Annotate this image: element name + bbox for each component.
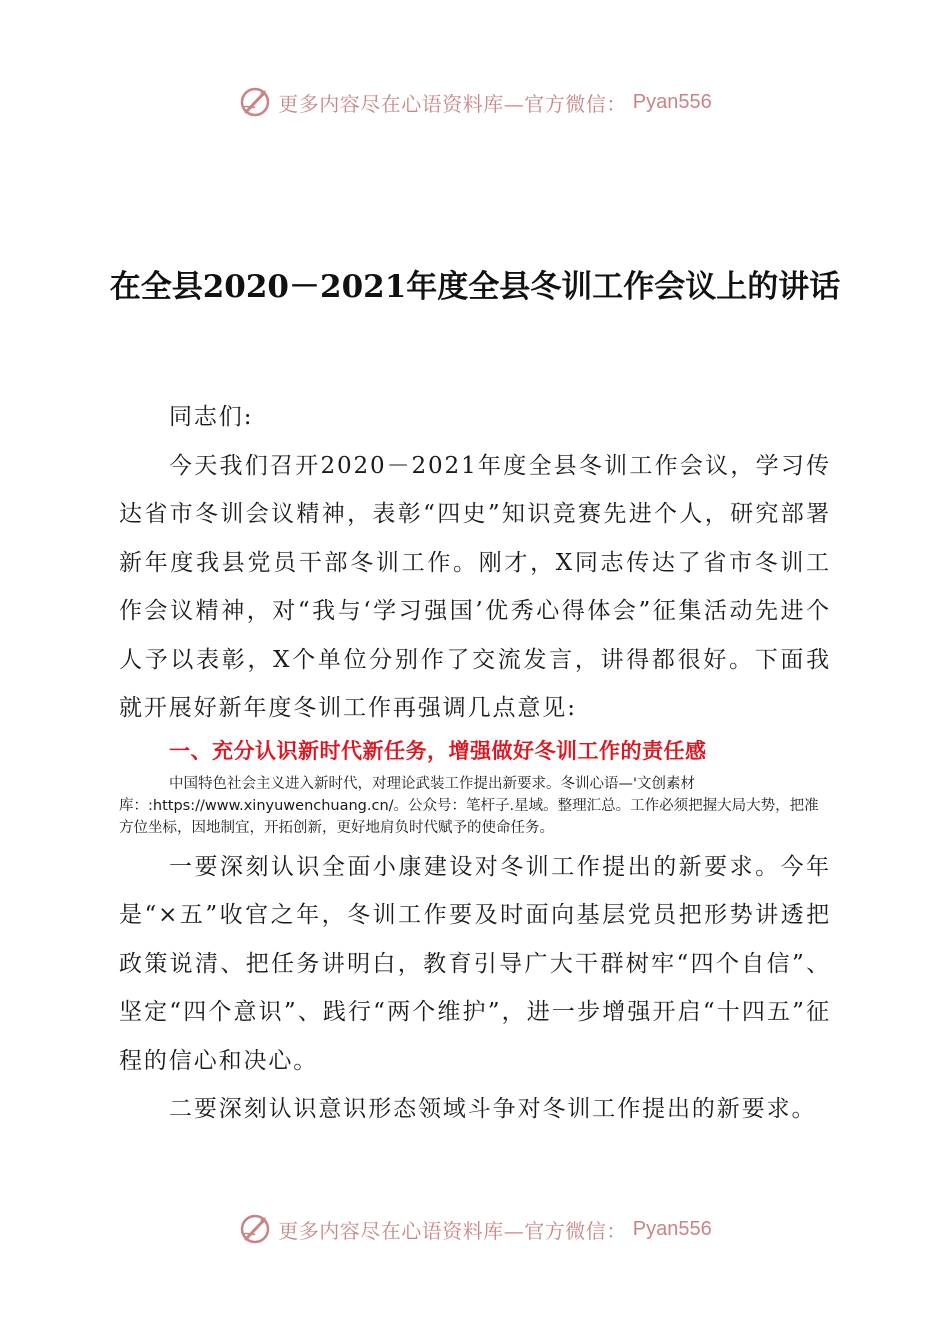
banner-wechat-id: Pyan556 [632, 90, 712, 113]
intro-paragraph: 今天我们召开2020－2021年度全县冬训工作会议，学习传达省市冬训会议精神，表彰“四史”知识竞赛先进个人，研究部署新年度我县党员干部冬训工作。刚才，X同志传达了省市冬训工作会议精神，对“我与‘学习强国’优秀心得体会”征集活动先进个人予以表彰，X个单位分别作了交流发言，讲得都很好。下面我就开展好新年度冬训工作再强调几点意见: [119, 452, 831, 721]
section-1-heading: 一、充分认识新时代新任务，增强做好冬训工作的责任感 [169, 738, 707, 763]
banner-text: 更多内容尽在心语资料库—官方微信： [278, 91, 627, 116]
section-1-note: 中国特色社会主义进入新时代，对理论武装工作提出新要求。冬训心语—'文创素材库：:https://www.xinyuwenchuang.cn/。公众号：笔杆子.星域。整理汇总。工作必须把握大局大势，把准方位坐标，因地制宜，开拓创新，更好地肩负时代赋予的使命任务。 [119, 775, 819, 836]
header-watermark-banner [0, 82, 950, 122]
banner-wechat-id: Pyan556 [632, 1217, 712, 1240]
pen-logo-icon [238, 1212, 272, 1246]
footer-watermark-banner [0, 1209, 950, 1249]
banner-text: 更多内容尽在心语资料库—官方微信： [278, 1218, 627, 1243]
pen-logo-icon [238, 85, 272, 119]
document-title: 在全县2020－2021年度全县冬训工作会议上的讲话 [109, 269, 841, 305]
document-body [119, 393, 831, 1134]
point-2-paragraph: 二要深刻认识意识形态领域斗争对冬训工作提出的新要求。 [169, 1096, 817, 1122]
point-1-paragraph: 一要深刻认识全面小康建设对冬训工作提出的新要求。今年是“×五”收官之年，冬训工作要及时面向基层党员把形势讲透把政策说清、把任务讲明白，教育引导广大干群树牢“四个自信”、坚定“四个意识”、践行“两个维护”，进一步增强开启“十四五”征程的信心和决心。 [119, 853, 831, 1074]
salutation: 同志们: [169, 404, 254, 430]
